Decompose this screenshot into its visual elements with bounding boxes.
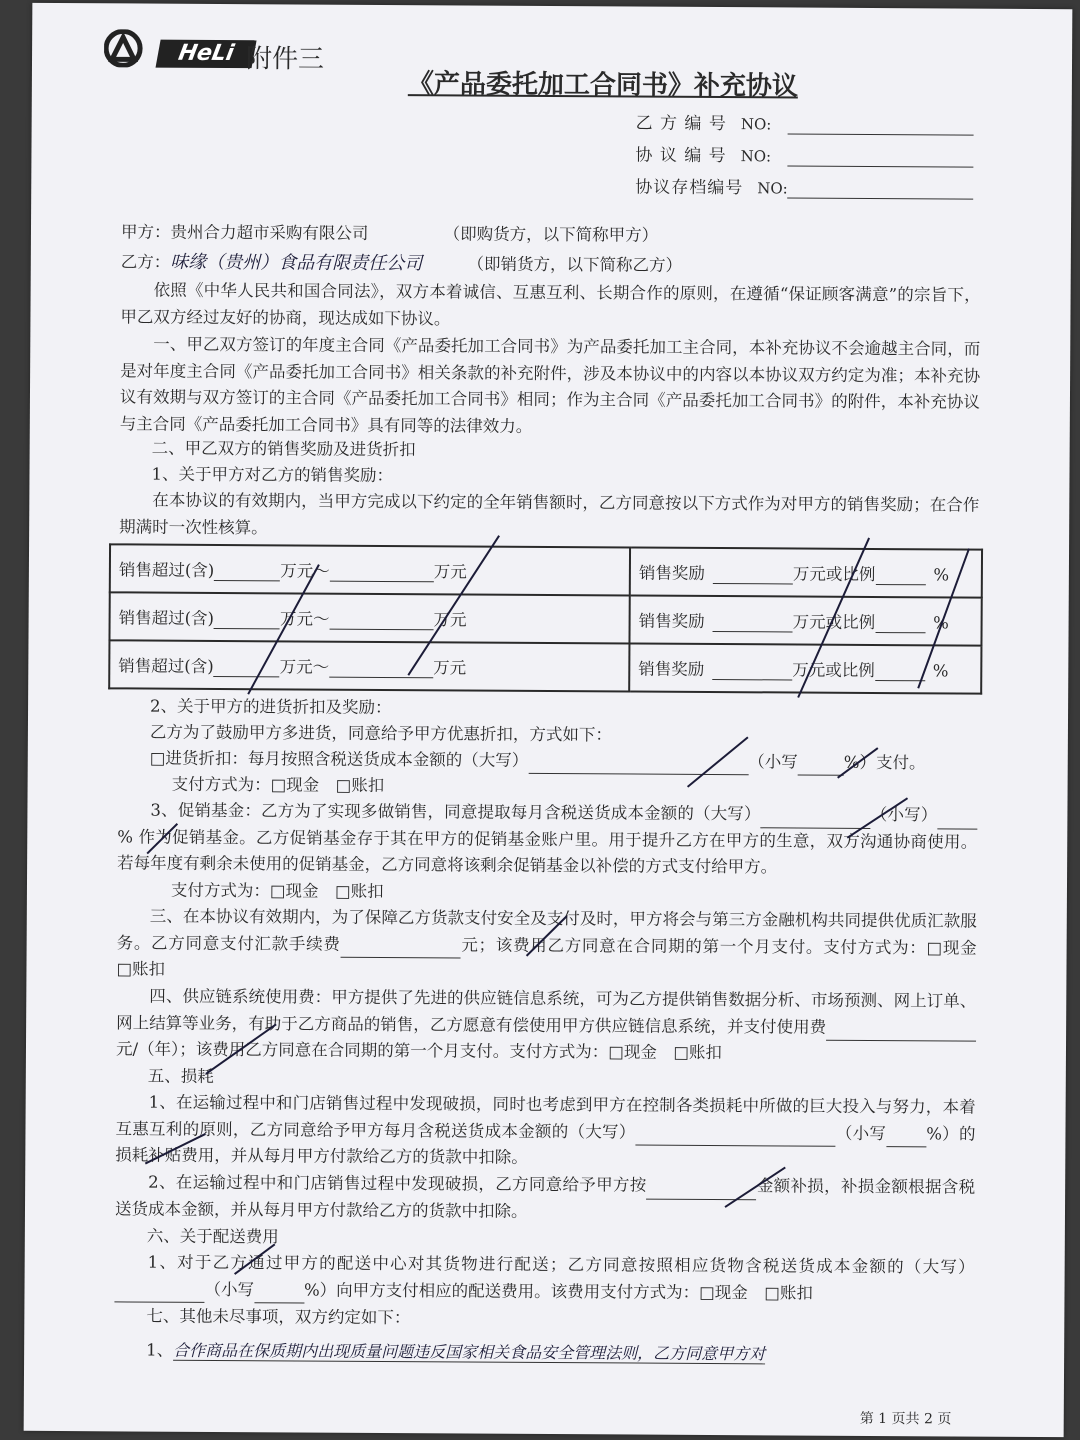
agreement-number: 协 议 编 号 NO: — [635, 145, 772, 167]
purchase-discount-pay-method: 支付方式为：□现金 □账扣 — [171, 774, 385, 796]
section-2-sub2: 2、关于甲方的进货折扣及奖励： — [150, 696, 392, 718]
section-6-heading: 六、关于配送费用 — [146, 1226, 279, 1247]
table-row: 销售超过(含) 万元～ 万元 销售奖励 万元或比例 % — [109, 592, 981, 645]
agreement-number-line — [787, 165, 973, 167]
page-title: 《产品委托加工合同书》补充协议 — [407, 69, 798, 102]
archive-number: 协议存档编号 NO: — [635, 177, 788, 199]
section-2-sub1-text: 在本协议的有效期内，当甲方完成以下约定的全年销售额时，乙方同意按以下方式作为对甲方的销售奖励；在合作期满时一次性核算。 — [119, 490, 980, 537]
section-7-item-1: 1、合作商品在保质期内出现质量问题违反国家相关食品安全管理法则，乙方同意甲方对 — [146, 1340, 766, 1364]
party-a: 甲方：贵州合力超市采购有限公司 （即购货方，以下简称甲方） — [120, 222, 659, 245]
table-row: 销售超过(含) 万元～ 万元 销售奖励 万元或比例 % — [110, 544, 982, 597]
purchase-discount-line: □进货折扣：每月按照含税送货成本金额的（大写） （小写 %）支付。 — [150, 746, 926, 777]
section-4: 四、供应链系统使用费：甲方提供了先进的供应链信息系统，可为乙方提供销售数据分析、市场预测、网上订单、网上结算等业务，有助于乙方商品的销售，乙方愿意有偿使用甲方供应链信息系统，并支付使用费元/（年）；该费用乙方同意在合同期的第一个月支付。支付方式为：□现金 □账扣 — [115, 986, 977, 1063]
attachment-label: 附件三 — [245, 44, 325, 75]
intro-paragraph: 依照《中华人民共和国合同法》，双方本着诚信、互惠互利、长期合作的原则，在遵循“保证顾客满意”的宗旨下，甲乙双方经过友好的协商，现达成如下协议。 — [120, 280, 981, 328]
section-1: 一、甲乙双方签订的年度主合同《产品委托加工合同书》为产品委托加工主合同，本补充协议不会逾越主合同，而是对年度主合同《产品委托加工合同书》相关条款的补充附件，涉及本协议中的内容以本协议双方约定为准；本补充协议有效期与双方签订的主合同《产品委托加工合同书》相同；作为主合同《产品委托加工合同书》的附件，本补充协议与主合同《产品委托加工合同书》具有同等的法律效力。 — [119, 334, 981, 436]
party-b-number-line — [788, 133, 974, 135]
section-5-item-2: 2、在运输过程中和门店销售过程中发现破损，乙方同意给予甲方按 金额补损，补损金额根据含税送货成本金额，并从每月甲方付款给乙方的货款中扣除。 — [114, 1172, 976, 1221]
document-page — [24, 3, 1073, 1437]
section-7-heading: 七、其他未尽事项，双方约定如下： — [146, 1306, 411, 1328]
section-2-heading: 二、甲乙双方的销售奖励及进货折扣 — [151, 438, 416, 460]
section-2-sub2-intro: 乙方为了鼓励甲方多进货，同意给予甲方优惠折扣，方式如下： — [149, 722, 612, 745]
section-6-item-1: 1、对于乙方通过甲方的配送中心对其货物进行配送；乙方同意按照相应货物含税送货成本金额的（大写）（小写 %）向甲方支付相应的配送费用。该费用支付方式为：□现金 □账扣 — [114, 1249, 974, 1307]
party-b-number: 乙 方 编 号 NO: — [635, 113, 772, 135]
section-7-handwritten-text: 合作商品在保质期内出现质量问题违反国家相关食品安全管理法则，乙方同意甲方对 — [173, 1340, 766, 1364]
promotion-fund-paragraph: 3、促销基金：乙方为了实现多做销售，同意提取每月含税送货成本金额的（大写） （小写）% 作为促销基金。乙方促销基金存于其在甲方的促销基金账户里。用于提升乙方在甲方的生意，双方沟通协商使用。若每年度有剩余未使用的促销基金，乙方同意将该剩余促销基金以补偿的方式支付给甲方。 — [117, 800, 978, 877]
table-row: 销售超过(含) 万元～ 万元 销售奖励 万元或比例 % — [109, 640, 981, 693]
section-5-heading: 五、损耗 — [147, 1066, 214, 1086]
party-b: 乙方：味缘（贵州）食品有限责任公司 （即销货方，以下简称乙方） — [120, 251, 683, 275]
heli-logo-icon — [104, 29, 152, 67]
logo-wordmark: HeLi — [156, 40, 257, 69]
promotion-fund-pay-method: 支付方式为：□现金 □账扣 — [170, 880, 384, 901]
section-5-item-1: 1、在运输过程中和门店销售过程中发现破损，同时也考虑到甲方在控制各类损耗中所做的巨大投入与努力，本着互惠互利的原则，乙方同意给予甲方每月含税送货成本金额的（大写） （小写 %）的损耗补贴费用，并从每月甲方付款给乙方的货款中扣除。 — [115, 1092, 976, 1167]
section-3: 三、在本协议有效期内，为了保障乙方货款支付安全及支付及时，甲方将会与第三方金融机构共同提供优质汇款服务。乙方同意支付汇款手续费 元；该费用乙方同意在合同期的第一个月支付。支付方式为：□现金 □账扣 — [116, 906, 994, 979]
section-2-sub1: 1、关于甲方对乙方的销售奖励： — [151, 464, 394, 486]
handwritten-blank-strikes — [25, 723, 1068, 1289]
handwritten-strike-marks — [108, 523, 989, 708]
page-number-footer: 第 1 页共 2 页 — [859, 1410, 952, 1428]
party-b-handwritten-name: 味缘（贵州）食品有限责任公司 — [170, 251, 423, 275]
archive-number-line — [787, 197, 973, 199]
